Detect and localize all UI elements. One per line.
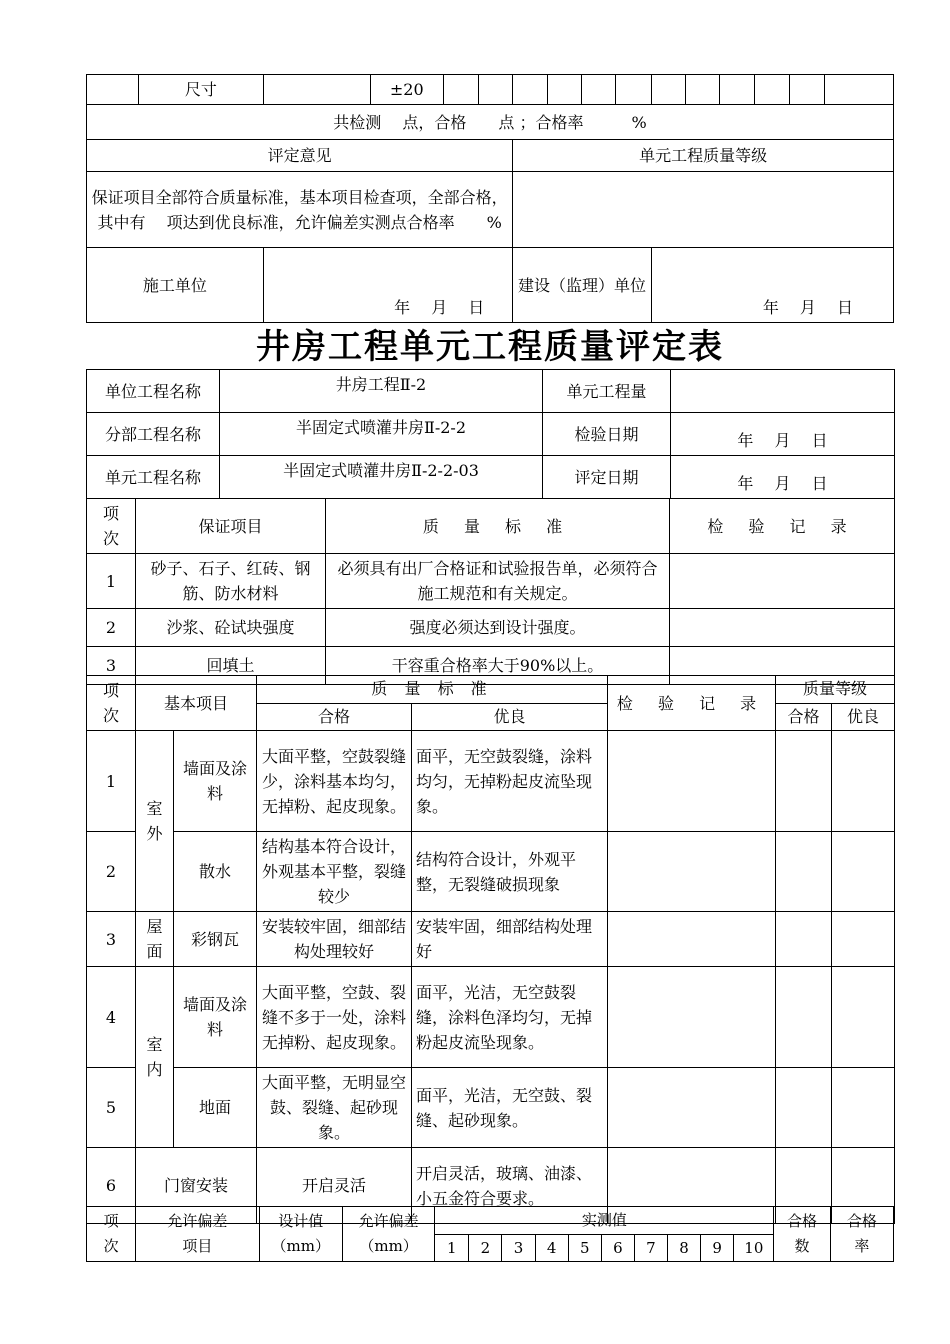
allowed-deviation-header: 允许偏差（mm） bbox=[342, 1207, 434, 1262]
measured-point: 6 bbox=[601, 1234, 634, 1262]
guarantee-standard-header: 质 量 标 准 bbox=[326, 499, 670, 554]
qualified-header: 合格 bbox=[257, 703, 412, 731]
group-roof: 屋面 bbox=[136, 912, 174, 967]
guarantee-items-table bbox=[86, 498, 895, 685]
measured-point: 9 bbox=[701, 1234, 734, 1262]
measured-point: 5 bbox=[568, 1234, 601, 1262]
grade-header: 单元工程质量等级 bbox=[513, 140, 894, 172]
basic-standard-header: 质 量 标 准 bbox=[257, 676, 608, 704]
size-label: 尺寸 bbox=[138, 75, 263, 105]
size-row bbox=[87, 75, 894, 105]
division-value: 半固定式喷灌井房Ⅱ-2-2 bbox=[220, 413, 543, 456]
excellent-header: 优良 bbox=[412, 703, 608, 731]
unit-project-label: 单位工程名称 bbox=[87, 370, 220, 413]
tolerance-item-header: 允许偏差项目 bbox=[136, 1207, 259, 1262]
count-summary: 共检测 点，合格 点 ；合格率 % bbox=[87, 105, 894, 140]
grade-value bbox=[513, 172, 894, 248]
inspection-date-value: 年 月 日 bbox=[671, 413, 895, 456]
table-row: 3 屋面 彩钢瓦 安装较牢固，细部结构处理较好 安装牢固，细部结构处理好 bbox=[87, 912, 895, 967]
guarantee-record-header: 检 验 记 录 bbox=[670, 499, 895, 554]
continuation-table bbox=[86, 74, 894, 323]
measured-point: 10 bbox=[734, 1234, 774, 1262]
table-row: 1 砂子、石子、红砖、钢筋、防水材料 必须具有出厂合格证和试验报告单，必须符合施工规范和有关规定。 bbox=[87, 554, 895, 609]
measured-point: 4 bbox=[535, 1234, 568, 1262]
table-row: 3 回填土 干容重合格率大于90%以上。 bbox=[87, 647, 895, 685]
size-tolerance: ±20 bbox=[370, 75, 443, 105]
grade-qualified-header: 合格 bbox=[776, 703, 832, 731]
construction-sign-date: 年 月 日 bbox=[263, 248, 513, 323]
unit-quantity-label: 单元工程量 bbox=[543, 370, 671, 413]
measured-point: 3 bbox=[502, 1234, 535, 1262]
table-row: 2 散水 结构基本符合设计，外观基本平整，裂缝较少 结构符合设计，外观平整，无裂缝破损现象 bbox=[87, 832, 895, 912]
table-row: 1 室外 墙面及涂料 大面平整，空鼓裂缝少，涂料基本均匀，无掉粉、起皮现象。 面平，无空鼓裂缝，涂料均匀，无掉粉起皮流坠现象。 bbox=[87, 731, 895, 832]
assessment-date-label: 评定日期 bbox=[543, 456, 671, 499]
measured-point: 8 bbox=[668, 1234, 701, 1262]
opinion-header: 评定意见 bbox=[87, 140, 513, 172]
supervision-sign-date: 年 月 日 bbox=[651, 248, 893, 323]
unit-quantity-value bbox=[671, 370, 895, 413]
assessment-date-value: 年 月 日 bbox=[671, 456, 895, 499]
basic-no-header: 项次 bbox=[87, 676, 136, 731]
design-value-header: 设计值（mm） bbox=[259, 1207, 342, 1262]
page-title: 井房工程单元工程质量评定表 bbox=[256, 327, 724, 367]
guarantee-header bbox=[87, 499, 895, 554]
basic-record-header: 检 验 记 录 bbox=[608, 676, 776, 731]
measured-point: 7 bbox=[634, 1234, 667, 1262]
division-label: 分部工程名称 bbox=[87, 413, 220, 456]
table-row: 4 室内 墙面及涂料 大面平整，空鼓、裂缝不多于一处，涂料无掉粉、起皮现象。 面平，光洁，无空鼓裂缝，涂料色泽均匀，无掉粉起皮流坠现象。 bbox=[87, 967, 895, 1068]
opinion-text: 保证项目全部符合质量标准，基本项目检查项，全部合格，其中有 项达到优良标准，允许偏差实测点合格率 % bbox=[87, 172, 513, 248]
measured-point: 1 bbox=[435, 1234, 469, 1262]
inspection-date-label: 检验日期 bbox=[543, 413, 671, 456]
table-row: 6 门窗安装 开启灵活 开启灵活，玻璃、油漆、小五金符合要求。 bbox=[87, 1148, 895, 1224]
table-row: 2 沙浆、砼试块强度 强度必须达到设计强度。 bbox=[87, 609, 895, 647]
pass-rate-header: 合格率 bbox=[830, 1207, 893, 1262]
group-indoor: 室内 bbox=[136, 967, 174, 1148]
basic-items-table bbox=[86, 675, 895, 1224]
grade-excellent-header: 优良 bbox=[832, 703, 895, 731]
construction-unit-label: 施工单位 bbox=[87, 248, 264, 323]
supervision-unit-label: 建设（监理）单位 bbox=[513, 248, 651, 323]
element-label: 单元工程名称 bbox=[87, 456, 220, 499]
guarantee-item-header: 保证项目 bbox=[136, 499, 326, 554]
element-value: 半固定式喷灌井房Ⅱ-2-2-03 bbox=[220, 456, 543, 499]
tolerance-no-header: 项次 bbox=[87, 1207, 136, 1262]
measured-header: 实测值 bbox=[435, 1207, 774, 1235]
project-info-table bbox=[86, 369, 895, 499]
basic-item-header: 基本项目 bbox=[136, 676, 257, 731]
guarantee-no-header: 项次 bbox=[87, 499, 136, 554]
group-outdoor: 室外 bbox=[136, 731, 174, 912]
grade-header: 质量等级 bbox=[776, 676, 895, 704]
unit-project-value: 井房工程Ⅱ-2 bbox=[220, 370, 543, 413]
measured-point: 2 bbox=[469, 1234, 502, 1262]
table-row: 5 地面 大面平整，无明显空鼓、裂缝、起砂现象。 面平，光洁，无空鼓、裂缝、起砂现象。 bbox=[87, 1068, 895, 1148]
pass-count-header: 合格数 bbox=[774, 1207, 830, 1262]
tolerance-table bbox=[86, 1206, 894, 1262]
